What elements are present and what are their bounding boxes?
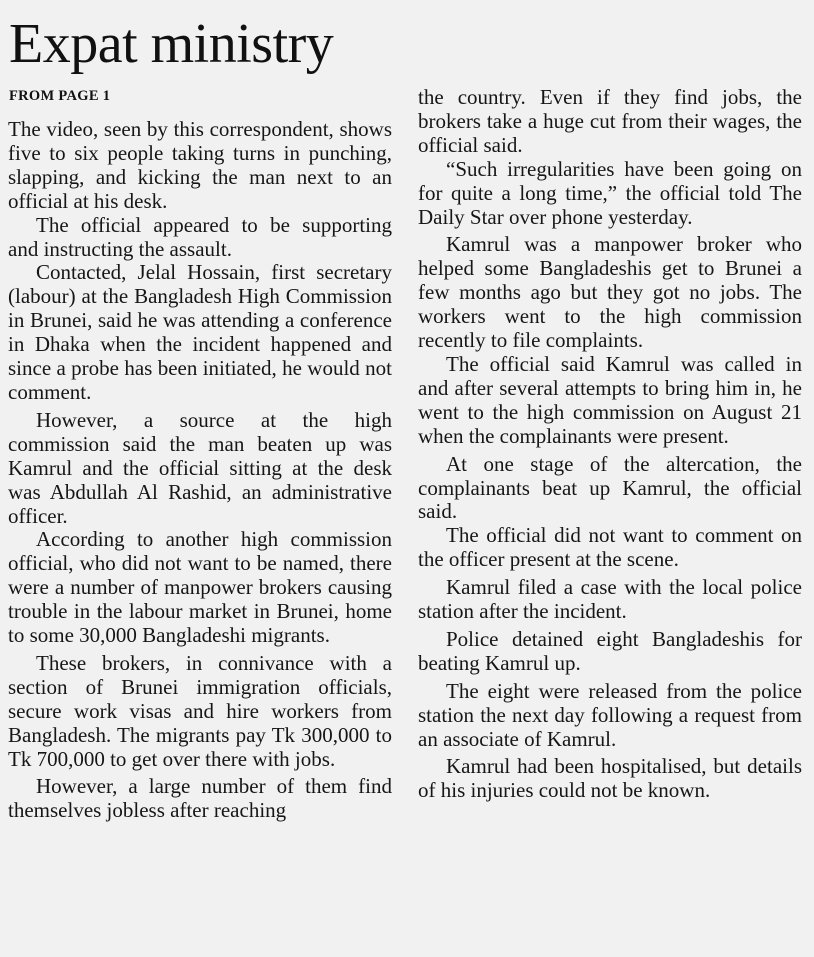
paragraph: Contacted, Jelal Hossain, first secretary (labour) at the Bangladesh High Commission in Brunei, said he was attending a conference in Dhaka when the incident happened and since a probe has been initiated, he would not comment. — [8, 260, 392, 404]
continued-from-label: FROM PAGE 1 — [9, 88, 111, 104]
paragraph: The official said Kamrul was called in and after several attempts to bring him in, he went to the high commission on August 21 when the complainants were present. — [418, 351, 802, 448]
paragraph: According to another high commission official, who did not want to be named, there were a number of manpower brokers causing trouble in the labour market in Brunei, home to some 30,000 Bangladeshi migrants. — [8, 527, 392, 648]
right-column — [418, 86, 802, 803]
paragraph: The official appeared to be supporting and instructing the assault. — [8, 212, 392, 261]
paragraph: However, a large number of them find themselves jobless after reaching — [8, 774, 392, 823]
paragraph: “Such irregularities have been going on for quite a long time,” the official told The Daily Star over phone yesterday. — [418, 156, 802, 229]
paragraph: These brokers, in connivance with a section of Brunei immigration officials, secure work visas and hire workers from Bangladesh. The migrants pay Tk 300,000 to Tk 700,000 to get over there with jobs. — [8, 650, 392, 771]
headline: Expat ministry — [9, 13, 334, 75]
paragraph: Kamrul was a manpower broker who helped some Bangladeshis get to Brunei a few months ago but they got no jobs. The workers went to the high commission recently to file complaints. — [418, 232, 802, 353]
paragraph: The eight were released from the police station the next day following a request from an associate of Kamrul. — [418, 678, 802, 751]
paragraph: The official did not want to comment on the officer present at the scene. — [418, 523, 802, 572]
paragraph: Police detained eight Bangladeshis for beating Kamrul up. — [418, 626, 802, 675]
paragraph: The video, seen by this correspondent, shows five to six people taking turns in punching, slapping, and kicking the man next to an official at his desk. — [8, 117, 392, 213]
left-column — [8, 118, 392, 823]
paragraph: At one stage of the altercation, the complainants beat up Kamrul, the official said. — [418, 451, 802, 524]
paragraph: Kamrul filed a case with the local police station after the incident. — [418, 575, 802, 624]
paragraph: the country. Even if they find jobs, the brokers take a huge cut from their wages, the official said. — [418, 85, 802, 157]
paragraph: However, a source at the high commission said the man beaten up was Kamrul and the official sitting at the desk was Abdullah Al Rashid, an administrative officer. — [8, 407, 392, 528]
paragraph: Kamrul had been hospitalised, but details of his injuries could not be known. — [418, 754, 802, 803]
